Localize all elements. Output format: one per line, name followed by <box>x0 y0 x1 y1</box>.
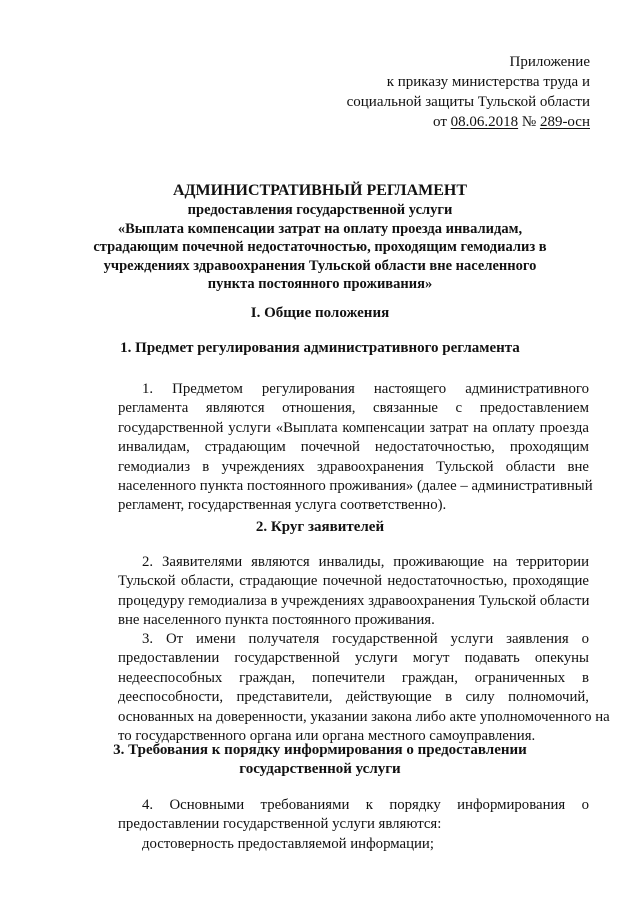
appendix-date-number <box>300 112 590 132</box>
heading-line: 3. Требования к порядку информирования о предоставлении <box>113 742 527 758</box>
text-line: 3. От имени получателя государственной услуги заявления о <box>142 631 589 647</box>
list-item: достоверность предоставляемой информации; <box>142 835 434 852</box>
appendix-ministry: социальной защиты Тульской области <box>346 94 590 110</box>
paragraph-3 <box>118 630 610 746</box>
text-line: процедуру гемодиализа в учреждениях здравоохранения Тульской области <box>118 592 590 609</box>
text-line: дееспособности, представители, действующие в силу полномочий, <box>118 689 589 706</box>
text-line: государственной услуги «Выплата компенсации затрат на оплату проезда <box>118 419 589 436</box>
text-line: 4. Основными требованиями к порядку информирования о <box>142 797 589 813</box>
text-line: Тульской области, страдающие почечной недостаточностью, проходящие <box>118 573 589 590</box>
paragraph-2 <box>118 553 589 631</box>
appendix-label: Приложение <box>509 54 590 70</box>
number-sign: № <box>521 114 537 130</box>
subtitle-line: предоставления государственной услуги <box>187 202 453 218</box>
heading-line: государственной услуги <box>239 761 401 777</box>
subtitle-line: «Выплата компенсации затрат на оплату проезда инвалидам, <box>117 220 523 237</box>
order-number: 289-осн <box>539 114 590 130</box>
subsection-heading: 1. Предмет регулирования административного регламента <box>120 340 520 356</box>
text-line: предоставлении государственной услуги могут подавать опекуны <box>118 650 589 667</box>
text-line: регламента являются отношения, связанные с предоставлением <box>118 400 589 417</box>
subtitle-line: учреждениях здравоохранения Тульской области вне населенного <box>103 257 537 274</box>
text-line: 1. Предметом регулирования настоящего административного <box>142 381 589 397</box>
subtitle-line: страдающим почечной недостаточностью, проходящим гемодиализ в <box>93 239 547 255</box>
text-line: 2. Заявителями являются инвалиды, проживающие на территории <box>142 554 589 570</box>
appendix-order-ref: к приказу министерства труда и <box>386 74 590 90</box>
text-line: недееспособных граждан, попечители граждан, ограниченных в <box>118 669 589 686</box>
appendix-block <box>300 52 590 132</box>
order-date: 08.06.2018 <box>450 114 519 130</box>
document-title: АДМИНИСТРАТИВНЫЙ РЕГЛАМЕНТ <box>172 182 468 199</box>
text-line: регламент, государственная услуга соответственно). <box>118 497 447 514</box>
text-line: основанных на доверенности, указании закона либо акте уполномоченного на <box>118 708 610 725</box>
document-subtitle <box>60 201 580 294</box>
subtitle-line: пункта постоянного проживания» <box>207 276 433 292</box>
subsection-heading: 2. Круг заявителей <box>255 519 385 535</box>
paragraph-1 <box>118 380 593 516</box>
text-line: инвалидам, страдающим почечной недостаточностью, проходящим <box>118 439 589 456</box>
text-line: то государственного органа или органа местного самоуправления. <box>118 727 536 744</box>
text-line: гемодиализ в учреждениях здравоохранения Тульской области вне <box>118 458 589 475</box>
text-line: предоставлении государственной услуги являются: <box>118 816 442 833</box>
paragraph-4 <box>118 796 589 854</box>
section-heading: I. Общие положения <box>250 305 390 321</box>
text-line: вне населенного пункта постоянного проживания. <box>118 612 435 629</box>
text-line: населенного пункта постоянного проживания» (далее – административный <box>118 477 593 494</box>
subsection-heading <box>60 741 580 779</box>
from-label: от <box>433 114 447 130</box>
